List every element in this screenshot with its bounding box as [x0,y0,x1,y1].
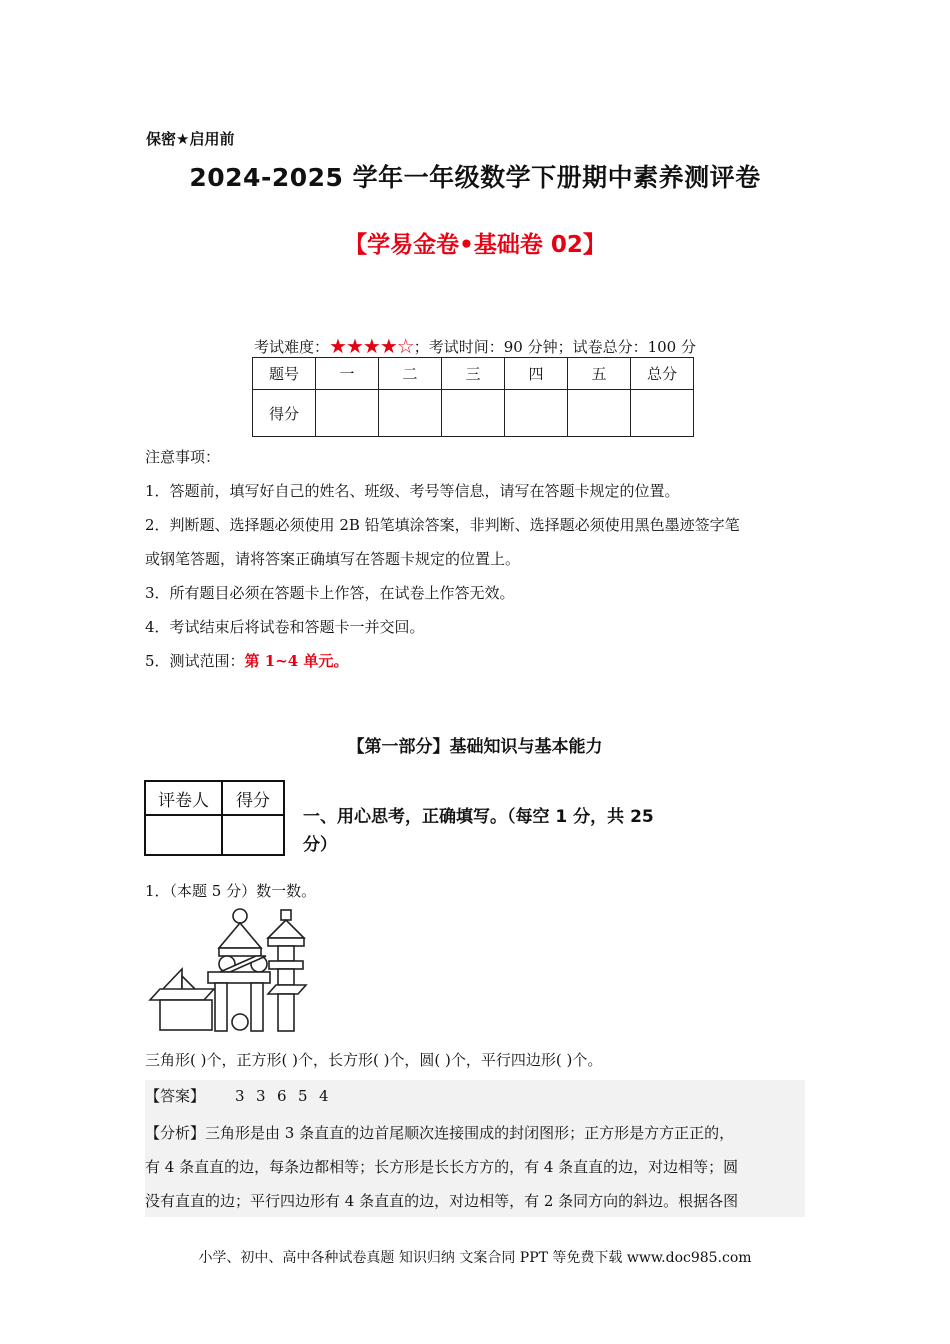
exam-info [0,334,950,358]
rectangle-shape [251,983,263,1031]
exam-title: 2024-2025 学年一年级数学下册期中素养测评卷 [189,163,761,192]
score-table-header: 三 [442,358,505,390]
scope-suffix: 。 [333,652,349,670]
block-shapes-figure [148,908,313,1033]
triangle-shape [162,969,182,990]
notes-title: 注意事项： [145,448,221,466]
score-row-label: 得分 [253,390,316,437]
score-table-header-row [253,358,694,390]
analysis-line: 有 4 条直直的边，每条边都相等；长方形是长长方方的，有 4 条直直的边，对边相等；圆 [145,1158,739,1176]
exam-subtitle: 【学易金卷•基础卷 02】 [344,232,606,258]
score-table-header: 一 [316,358,379,390]
note-item: 4．考试结束后将试卷和答题卡一并交回。 [145,618,425,636]
note-item: 2．判断题、选择题必须使用 2B 铅笔填涂答案，非判断、选择题必须使用黑色墨迹签字笔 [145,516,740,534]
part-title: 【第一部分】基础知识与基本能力 [347,737,603,757]
star-icon: ★ [345,334,363,358]
scope-value: 第 1~4 单元 [244,652,334,670]
exam-time-and-score: ；考试时间：90 分钟；试卷总分：100 分 [413,338,696,356]
rectangle-shape [160,1000,212,1030]
score-cell[interactable] [505,390,568,437]
square-shape [278,969,294,985]
answer-value: 4 [319,1087,329,1105]
score-cell[interactable] [379,390,442,437]
square-shape [278,946,294,961]
confidential-mark: 保密★启用前 [146,130,235,148]
page-footer: 小学、初中、高中各种试卷真题 知识归纳 文案合同 PPT 等免费下载 www.doc985.com [198,1250,752,1266]
answer-value: 3 [235,1087,245,1105]
triangle-shape [219,923,261,948]
scope-prefix: 5．测试范围： [145,652,245,670]
answer-value: 5 [298,1087,308,1105]
rectangle-shape [208,972,270,983]
rectangle-shape [268,938,304,946]
score-table-header: 二 [379,358,442,390]
score-cell[interactable] [316,390,379,437]
note-item: 或钢笔答题，请将答案正确填写在答题卡规定的位置上。 [145,550,521,568]
grader-table [144,780,285,856]
question-1-blanks: 三角形( )个，正方形( )个，长方形( )个，圆( )个，平行四边形( )个。 [145,1051,603,1069]
score-table-header: 题号 [253,358,316,390]
star-icon: ★ [379,334,397,358]
rectangle-shape [215,983,227,1031]
section-one-title [303,803,703,859]
parallelogram-shape [268,985,306,994]
star-icon: ★ [362,334,380,358]
score-cell[interactable] [568,390,631,437]
answer-label: 【答案】 [145,1087,206,1105]
star-icon: ★ [329,334,346,358]
parallelogram-shape [150,989,214,1000]
difficulty-stars [329,334,414,358]
score-cell[interactable] [631,390,694,437]
square-shape [281,910,291,920]
question-1-prompt: 1．（本题 5 分）数一数。 [145,882,317,900]
note-item-scope [145,644,805,678]
score-table-header: 总分 [631,358,694,390]
grader-name-cell[interactable] [145,815,222,855]
analysis-line: 没有直直的边；平行四边形有 4 条直直的边，对边相等，有 2 条同方向的斜边。根据各图 [145,1192,739,1210]
answer-value: 6 [277,1087,287,1105]
score-table-header: 四 [505,358,568,390]
notes-section [145,440,805,678]
note-item: 1．答题前，填写好自己的姓名、班级、考号等信息，请写在答题卡规定的位置。 [145,482,680,500]
grader-label: 评卷人 [145,781,222,815]
section-one-title-line: 分） [303,835,337,855]
star-outline-icon: ☆ [396,334,414,358]
rectangle-shape [269,961,303,969]
score-table [252,357,694,437]
answer-value: 3 [256,1087,266,1105]
circle-shape [232,1014,248,1030]
note-item: 3．所有题目必须在答题卡上作答，在试卷上作答无效。 [145,584,515,602]
section-one-title-line: 一、用心思考，正确填写。（每空 1 分，共 25 [303,807,654,827]
score-table-header: 五 [568,358,631,390]
rectangle-shape [219,948,261,956]
circle-shape [233,909,247,923]
difficulty-label: 考试难度： [254,338,330,356]
triangle-shape [182,976,196,990]
grader-score-cell[interactable] [222,815,284,855]
analysis-line: 【分析】三角形是由 3 条直直的边首尾顺次连接围成的封闭图形；正方形是方方正正的， [145,1124,735,1142]
score-table-score-row [253,390,694,437]
grader-score-label: 得分 [222,781,284,815]
triangle-shape [268,920,304,938]
rectangle-shape [278,994,294,1031]
answer-line [145,1085,340,1106]
score-cell[interactable] [442,390,505,437]
analysis-block [145,1116,805,1218]
